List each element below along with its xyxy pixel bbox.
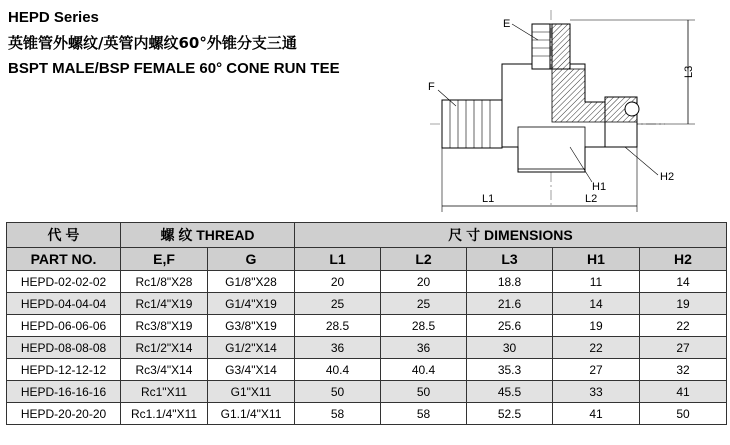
l1-cell: 28.5 xyxy=(295,315,381,337)
l1-label: L1 xyxy=(482,193,495,205)
chinese-title: 英锥管外螺纹/英管内螺纹60°外锥分支三通 xyxy=(8,34,297,52)
l3-cell: 18.8 xyxy=(467,271,553,293)
l1-cell: 50 xyxy=(295,381,381,403)
dimensions-header: 尺 寸 DIMENSIONS xyxy=(295,223,727,248)
col-header-l3: L3 xyxy=(467,248,553,271)
part-cn-header: 代 号 xyxy=(7,223,121,248)
table-row xyxy=(7,359,727,381)
h1-cell: 14 xyxy=(553,293,640,315)
subheader-row xyxy=(7,248,727,271)
dimensions-table xyxy=(6,222,727,425)
table-row xyxy=(7,337,727,359)
g-cell: G1.1/4"X11 xyxy=(208,403,295,425)
part-en-header: PART NO. xyxy=(7,248,121,271)
run-tee-drawing xyxy=(420,2,726,218)
branch-port-hatched xyxy=(552,24,570,69)
l3-cell: 45.5 xyxy=(467,381,553,403)
g-cell: G3/8"X19 xyxy=(208,315,295,337)
ef-cell: Rc1/2"X14 xyxy=(121,337,208,359)
l3-cell: 30 xyxy=(467,337,553,359)
ef-cell: Rc3/8"X19 xyxy=(121,315,208,337)
h2-cell: 32 xyxy=(640,359,727,381)
part-cell: HEPD-08-08-08 xyxy=(7,337,121,359)
col-header-h1: H1 xyxy=(553,248,640,271)
g-cell: G1/2"X14 xyxy=(208,337,295,359)
l1-cell: 58 xyxy=(295,403,381,425)
l2-cell: 20 xyxy=(381,271,467,293)
l1-cell: 20 xyxy=(295,271,381,293)
header-row xyxy=(7,223,727,248)
f-label: F xyxy=(428,81,435,93)
g-cell: G3/4"X14 xyxy=(208,359,295,381)
l2-cell: 40.4 xyxy=(381,359,467,381)
table-row xyxy=(7,271,727,293)
ef-cell: Rc1"X11 xyxy=(121,381,208,403)
ef-cell: Rc1/8"X28 xyxy=(121,271,208,293)
l3-cell: 35.3 xyxy=(467,359,553,381)
table-row xyxy=(7,381,727,403)
col-header-l2: L2 xyxy=(381,248,467,271)
title-block xyxy=(8,8,340,80)
h2-cell: 22 xyxy=(640,315,727,337)
h1-cell: 41 xyxy=(553,403,640,425)
l2-cell: 58 xyxy=(381,403,467,425)
thread-header: 螺 纹 THREAD xyxy=(121,223,295,248)
h2-cell: 19 xyxy=(640,293,727,315)
part-cell: HEPD-02-02-02 xyxy=(7,271,121,293)
col-header-ef: E,F xyxy=(121,248,208,271)
g-cell: G1"X11 xyxy=(208,381,295,403)
l2-label: L2 xyxy=(585,193,598,205)
ef-cell: Rc1.1/4"X11 xyxy=(121,403,208,425)
l3-label: L3 xyxy=(683,65,695,78)
part-cell: HEPD-16-16-16 xyxy=(7,381,121,403)
l3-cell: 25.6 xyxy=(467,315,553,337)
l1-cell: 40.4 xyxy=(295,359,381,381)
ef-cell: Rc1/4"X19 xyxy=(121,293,208,315)
h1-cell: 27 xyxy=(553,359,640,381)
l3-cell: 21.6 xyxy=(467,293,553,315)
part-cell: HEPD-12-12-12 xyxy=(7,359,121,381)
h2-label: H2 xyxy=(660,171,675,183)
col-header-l1: L1 xyxy=(295,248,381,271)
e-label: E xyxy=(503,18,511,30)
l2-cell: 36 xyxy=(381,337,467,359)
col-header-g: G xyxy=(208,248,295,271)
l2-cell: 25 xyxy=(381,293,467,315)
h1-cell: 22 xyxy=(553,337,640,359)
l2-cell: 50 xyxy=(381,381,467,403)
series-title: HEPD Series xyxy=(8,9,99,26)
l1-cell: 25 xyxy=(295,293,381,315)
h2-cell: 27 xyxy=(640,337,727,359)
g-cell: G1/4"X19 xyxy=(208,293,295,315)
h2-cell: 41 xyxy=(640,381,727,403)
o-ring xyxy=(625,102,639,116)
table-row xyxy=(7,315,727,337)
g-cell: G1/8"X28 xyxy=(208,271,295,293)
left-male-port xyxy=(442,100,502,148)
table-row xyxy=(7,403,727,425)
h2-cell: 50 xyxy=(640,403,727,425)
h2-leader xyxy=(625,147,658,175)
body-section-hatched xyxy=(552,69,605,122)
h1-cell: 19 xyxy=(553,315,640,337)
l1-cell: 36 xyxy=(295,337,381,359)
english-title: BSPT MALE/BSP FEMALE 60° CONE RUN TEE xyxy=(8,60,340,77)
col-header-h2: H2 xyxy=(640,248,727,271)
l3-cell: 52.5 xyxy=(467,403,553,425)
part-cell: HEPD-06-06-06 xyxy=(7,315,121,337)
table-row xyxy=(7,293,727,315)
part-cell: HEPD-04-04-04 xyxy=(7,293,121,315)
h1-label: H1 xyxy=(592,181,607,193)
h1-cell: 33 xyxy=(553,381,640,403)
branch-port-left xyxy=(532,24,550,69)
part-cell: HEPD-20-20-20 xyxy=(7,403,121,425)
h2-cell: 14 xyxy=(640,271,727,293)
ef-cell: Rc3/4"X14 xyxy=(121,359,208,381)
l2-cell: 28.5 xyxy=(381,315,467,337)
h1-cell: 11 xyxy=(553,271,640,293)
